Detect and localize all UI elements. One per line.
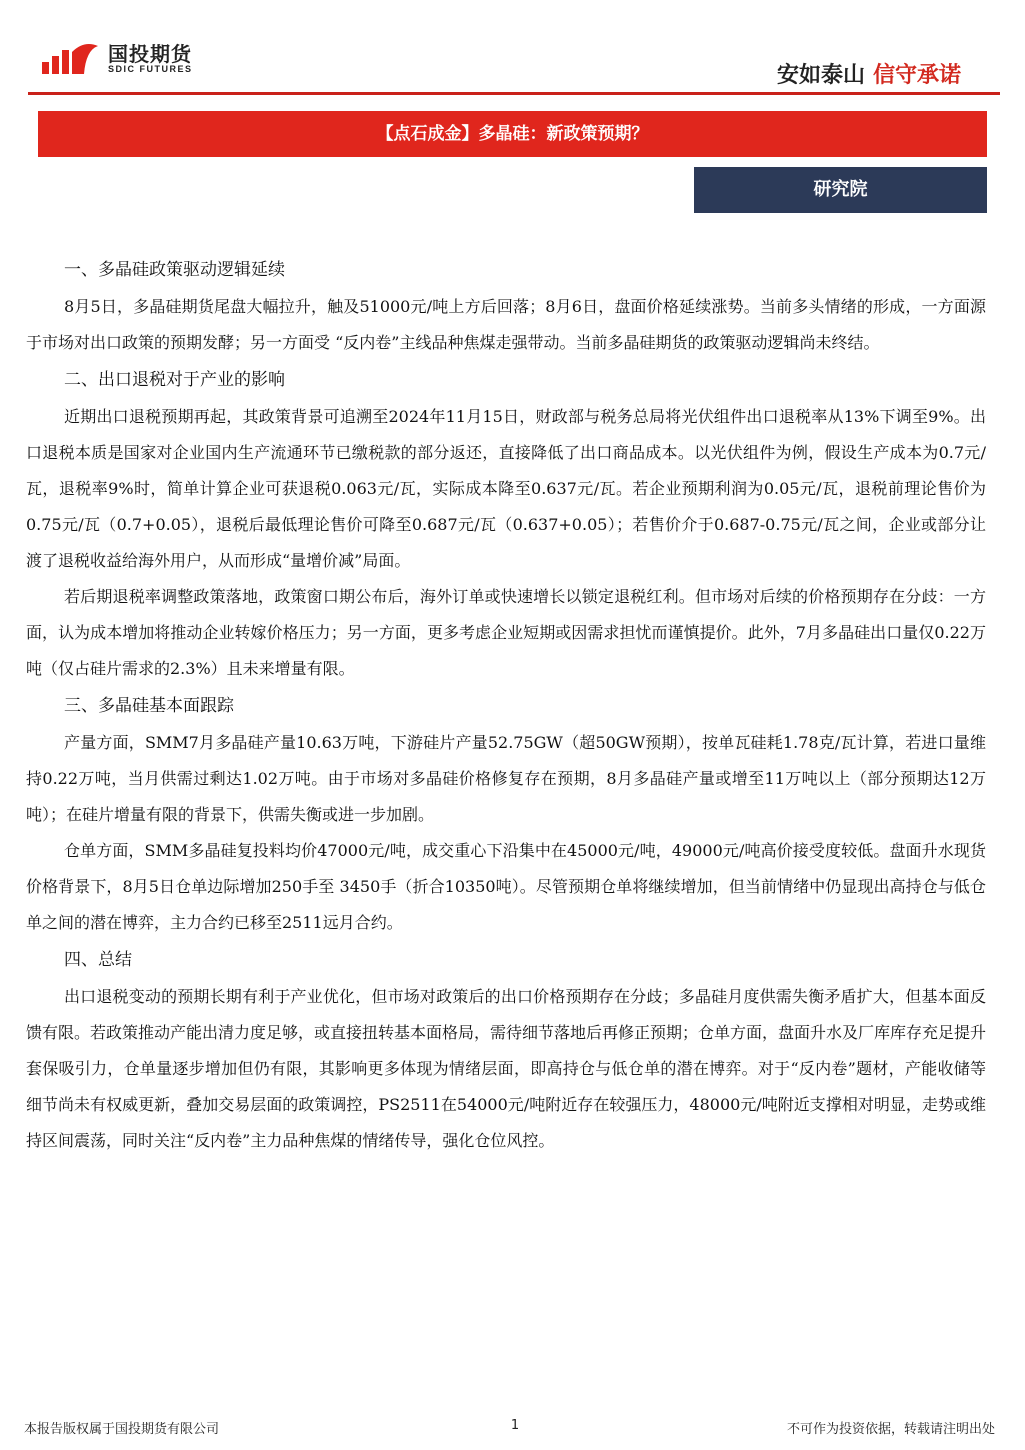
company-logo xyxy=(40,38,240,80)
section-3-paragraph-2: 仓单方面，SMM多晶硅复投料均价47000元/吨，成交重心下沿集中在45000元/吨，49000元/吨高价接受度较低。盘面升水现货价格背景下，8月5日仓单边际增加250手至 3450手（折合10350吨）。尽管预期仓单将继续增加，但当前情绪中仍显现出高持仓与低仓单之间的潜在博弈，主力合约已移至2511远月合约。 xyxy=(26,841,986,932)
department-label: 研究院 xyxy=(694,167,987,213)
section-4-paragraph-1: 出口退税变动的预期长期有利于产业优化，但市场对政策后的出口价格预期存在分歧；多晶硅月度供需失衡矛盾扩大，但基本面反馈有限。若政策推动产能出清力度足够，或直接扭转基本面格局，需待细节落地后再修正预期；仓单方面，盘面升水及厂库库存充足提升套保吸引力，仓单量逐步增加但仍有限，其影响更多体现为情绪层面，即高持仓与低仓单的潜在博弈。对于“反内卷”题材，产能收储等细节尚未有权威更新，叠加交易层面的政策调控，PS2511在54000元/吨附近存在较强压力，48000元/吨附近支撑相对明显，走势或维持区间震荡，同时关注“反内卷”主力品种焦煤的情绪传导，强化仓位风控。 xyxy=(26,987,987,1150)
page-number: 1 xyxy=(510,1418,520,1433)
section-heading-1: 一、多晶硅政策驱动逻辑延续 xyxy=(64,260,285,280)
footer-copyright: 本报告版权属于国投期货有限公司 xyxy=(24,1422,220,1437)
section-2-paragraph-2: 若后期退税率调整政策落地，政策窗口期公布后，海外订单或快速增长以锁定退税红利。但市场对后续的价格预期存在分歧：一方面，认为成本增加将推动企业转嫁价格压力；另一方面，更多考虑企业短期或因需求担忧而谨慎提价。此外，7月多晶硅出口量仅0.22万吨（仅占硅片需求的2.3%）且未来增量有限。 xyxy=(26,587,986,678)
section-2-paragraph-1: 近期出口退税预期再起，其政策背景可追溯至2024年11月15日，财政部与税务总局将光伏组件出口退税率从13%下调至9%。出口退税本质是国家对企业国内生产流通环节已缴税款的部分返还，直接降低了出口商品成本。以光伏组件为例，假设生产成本为0.7元/瓦，退税率9%时，简单计算企业可获退税0.063元/瓦，实际成本降至0.637元/瓦。若企业预期利润为0.05元/瓦，退税前理论售价为0.75元/瓦（0.7+0.05），退税后最低理论售价可降至0.687元/瓦（0.637+0.05）；若售价介于0.687-0.75元/瓦之间，企业或部分让渡了退税收益给海外用户，从而形成“量增价减”局面。 xyxy=(26,407,986,570)
logo-mark-icon xyxy=(40,40,100,76)
logo-text-cn: 国投期货 xyxy=(108,42,192,66)
slogan-red: 信守承诺 xyxy=(872,63,961,88)
slogan xyxy=(777,58,961,89)
header-divider xyxy=(28,92,1000,95)
section-1-paragraph-1: 8月5日，多晶硅期货尾盘大幅拉升，触及51000元/吨上方后回落；8月6日，盘面价格延续涨势。当前多头情绪的形成，一方面源于市场对出口政策的预期发酵；另一方面受 “反内卷”主线品种焦煤走强带动。当前多晶硅期货的政策驱动逻辑尚未终结。 xyxy=(26,297,986,352)
logo-text-en: SDIC FUTURES xyxy=(108,64,193,74)
report-title: 【点石成金】多晶硅：新政策预期？ xyxy=(38,111,987,157)
section-3-paragraph-1: 产量方面，SMM7月多晶硅产量10.63万吨，下游硅片产量52.75GW（超50GW预期），按单瓦硅耗1.78克/瓦计算，若进口量维持0.22万吨，当月供需过剩达1.02万吨。由于市场对多晶硅价格修复存在预期，8月多晶硅产量或增至11万吨以上（部分预期达12万吨）；在硅片增量有限的背景下，供需失衡或进一步加剧。 xyxy=(26,733,986,824)
section-heading-2: 二、出口退税对于产业的影响 xyxy=(64,370,285,390)
report-body xyxy=(26,253,986,1159)
footer-disclaimer: 不可作为投资依据，转载请注明出处 xyxy=(786,1422,995,1437)
section-heading-3: 三、多晶硅基本面跟踪 xyxy=(64,696,234,716)
section-heading-4: 四、总结 xyxy=(64,950,132,970)
page-header xyxy=(0,0,1025,100)
slogan-black: 安如泰山 xyxy=(776,63,865,88)
